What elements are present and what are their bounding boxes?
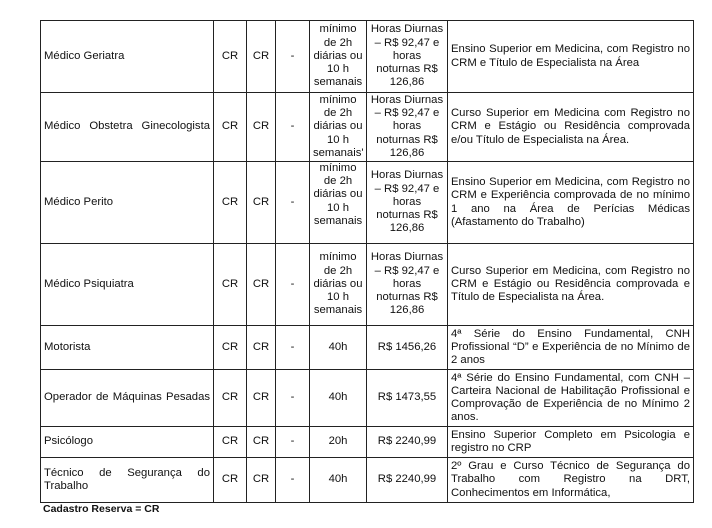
footer-note: Cadastro Reserva = CR xyxy=(43,503,160,515)
vacancy-table xyxy=(40,20,694,503)
vagas-b-cell: CR xyxy=(247,427,276,458)
table-row xyxy=(41,93,694,162)
vagas-b-cell: CR xyxy=(247,244,276,326)
vencimento-cell: R$ 1456,26 xyxy=(367,326,448,370)
table-row xyxy=(41,458,694,503)
vagas-b-cell: CR xyxy=(247,458,276,503)
cargo-cell: Médico Perito xyxy=(41,162,214,244)
vagas-a-cell: CR xyxy=(214,326,247,370)
vagas-a-cell: CR xyxy=(214,162,247,244)
vencimento-cell: R$ 2240,99 xyxy=(367,427,448,458)
table-row xyxy=(41,21,694,93)
vagas-b-cell: CR xyxy=(247,21,276,93)
vagas-c-cell: - xyxy=(276,93,310,162)
requisitos-cell: Curso Superior em Medicina com Registro no CRM e Estágio ou Residência comprovada e/ou Título de Especialista na Área. xyxy=(448,93,694,162)
carga-horaria-cell: 20h xyxy=(310,427,367,458)
carga-horaria-cell: mínimo de 2h diárias ou 10 h semanais' xyxy=(310,93,367,162)
vagas-c-cell: - xyxy=(276,458,310,503)
cargo-cell: Médico Obstetra Ginecologista xyxy=(41,93,214,162)
vagas-b-cell: CR xyxy=(247,326,276,370)
cargo-cell: Psicólogo xyxy=(41,427,214,458)
requisitos-cell: 2º Grau e Curso Técnico de Segurança do Trabalho com Registro na DRT, Conhecimentos em Informática, xyxy=(448,458,694,503)
carga-horaria-cell: 40h xyxy=(310,326,367,370)
requisitos-cell: 4ª Série do Ensino Fundamental, CNH Profissional “D” e Experiência de no Mínimo de 2 anos xyxy=(448,326,694,370)
requisitos-cell: 4ª Série do Ensino Fundamental, com CNH – Carteira Nacional de Habilitação Profissional e Comprovação de Experiência de no Mínimo 2 anos. xyxy=(448,370,694,427)
vagas-b-cell: CR xyxy=(247,162,276,244)
table-row xyxy=(41,162,694,244)
requisitos-cell: Ensino Superior Completo em Psicologia e registro no CRP xyxy=(448,427,694,458)
vencimento-cell: R$ 2240,99 xyxy=(367,458,448,503)
vencimento-cell: Horas Diurnas – R$ 92,47 e horas noturnas R$ 126,86 xyxy=(367,162,448,244)
vencimento-cell: Horas Diurnas – R$ 92,47 e horas noturnas R$ 126,86 xyxy=(367,93,448,162)
vagas-a-cell: CR xyxy=(214,93,247,162)
cargo-cell: Médico Geriatra xyxy=(41,21,214,93)
requisitos-cell: Ensino Superior em Medicina, com Registro no CRM e Título de Especialista na Área xyxy=(448,21,694,93)
vencimento-cell: R$ 1473,55 xyxy=(367,370,448,427)
vagas-a-cell: CR xyxy=(214,427,247,458)
vagas-a-cell: CR xyxy=(214,244,247,326)
table-row xyxy=(41,370,694,427)
vagas-b-cell: CR xyxy=(247,93,276,162)
table-row xyxy=(41,244,694,326)
carga-horaria-cell: 40h xyxy=(310,370,367,427)
vagas-a-cell: CR xyxy=(214,370,247,427)
requisitos-cell: Ensino Superior em Medicina, com Registro no CRM e Experiência comprovada de no mínimo 1 ano na Área de Perícias Médicas (Afastamento do Trabalho) xyxy=(448,162,694,244)
cargo-cell: Técnico de Segurança do Trabalho xyxy=(41,458,214,503)
vagas-c-cell: - xyxy=(276,21,310,93)
cargo-cell: Motorista xyxy=(41,326,214,370)
cargo-cell: Operador de Máquinas Pesadas xyxy=(41,370,214,427)
carga-horaria-cell: 40h xyxy=(310,458,367,503)
carga-horaria-cell: mínimo de 2h diárias ou 10 h semanais xyxy=(310,21,367,93)
carga-horaria-cell: mínimo de 2h diárias ou 10 h semanais xyxy=(310,244,367,326)
vagas-a-cell: CR xyxy=(214,21,247,93)
cargo-cell: Médico Psiquiatra xyxy=(41,244,214,326)
requisitos-cell: Curso Superior em Medicina, com Registro no CRM e Estágio ou Residência comprovada e Título de Especialista na Área. xyxy=(448,244,694,326)
vencimento-cell: Horas Diurnas – R$ 92,47 e horas noturnas R$ 126,86 xyxy=(367,21,448,93)
table-row xyxy=(41,427,694,458)
vagas-b-cell: CR xyxy=(247,370,276,427)
vagas-c-cell: - xyxy=(276,326,310,370)
vagas-c-cell: - xyxy=(276,162,310,244)
carga-horaria-cell: mínimo de 2h diárias ou 10 h semanais xyxy=(310,162,367,244)
vagas-c-cell: - xyxy=(276,370,310,427)
vagas-a-cell: CR xyxy=(214,458,247,503)
table-row xyxy=(41,326,694,370)
vagas-c-cell: - xyxy=(276,244,310,326)
vencimento-cell: Horas Diurnas – R$ 92,47 e horas noturnas R$ 126,86 xyxy=(367,244,448,326)
vagas-c-cell: - xyxy=(276,427,310,458)
